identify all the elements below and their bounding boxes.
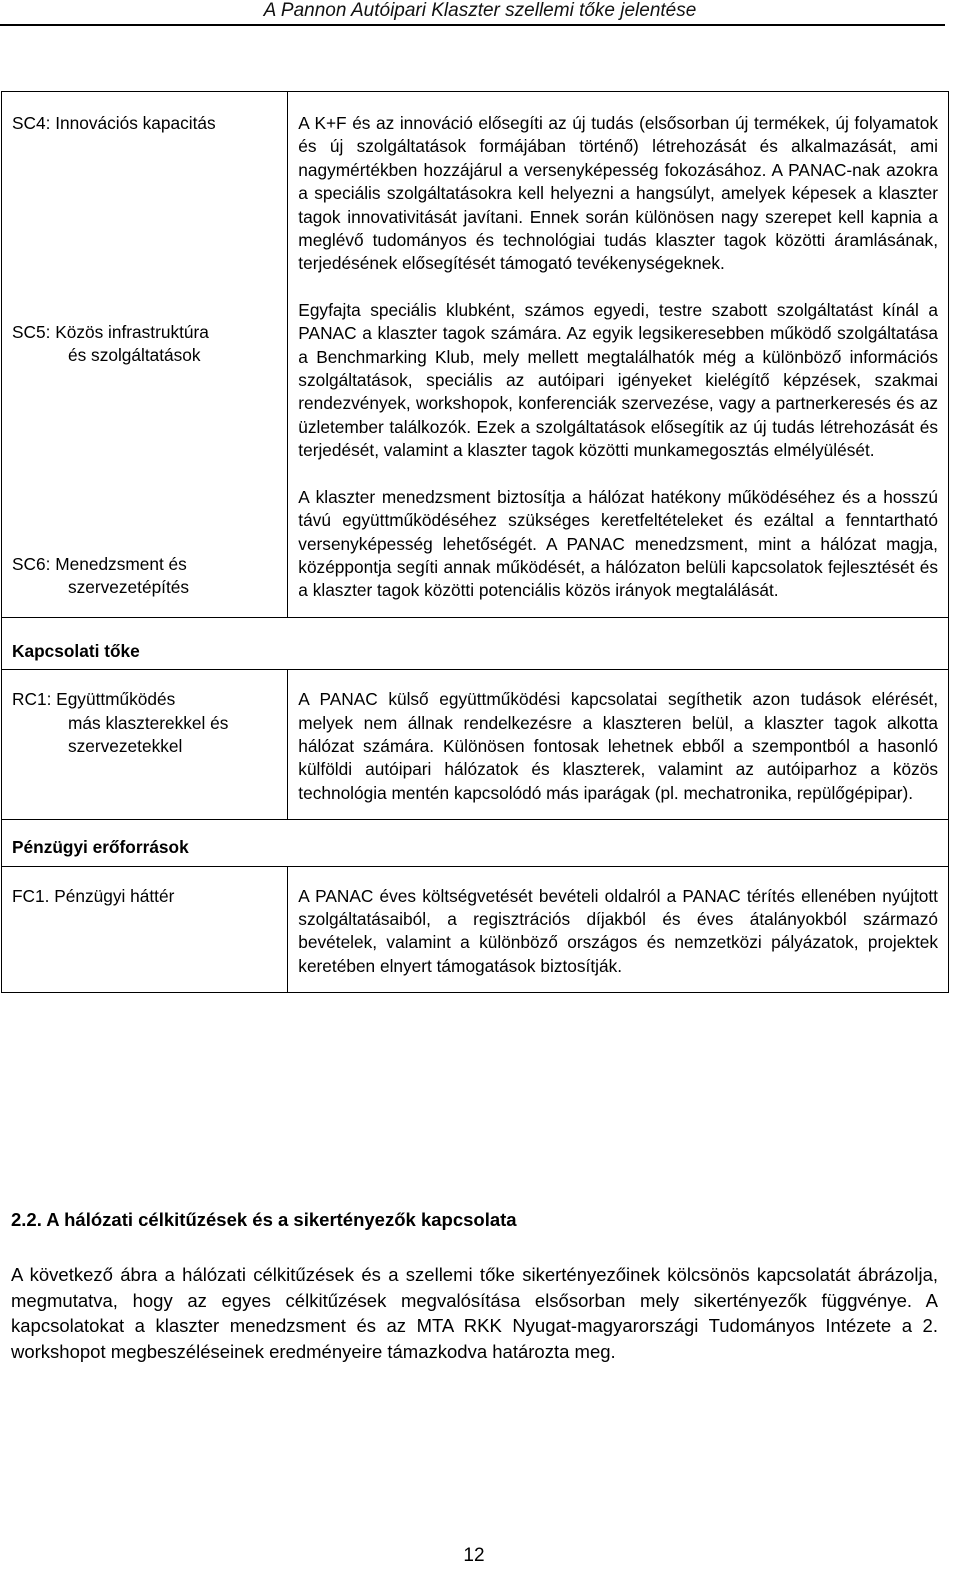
sc5-label: SC5: Közös infrastruktúra és szolgáltatások [12, 322, 209, 366]
sc5-text: Egyfajta speciális klubként, számos egyedi, testre szabott szolgáltatást kínál a PANAC a klaszter tagok számára. Az egyik legsikeresebben működő szolgáltatása a Benchmarking Klub, mely mellett megtalálhatók még a különböző információs szolgáltatások, speciális az autóipari igényeket kielégítő képzések, szakmai rendezvények, workshopok, konferenciák szervezése, vagy a partnerkeresés és az üzletember találkozók. Ezek a szolgáltatások elősegítik az új tudás létrehozását és terjedését, valamint a klaszter tagok közötti munkamegosztás elmélyülését. [298, 299, 938, 461]
success-factors-table [1, 91, 949, 993]
fc1-label: FC1. Pénzügyi háttér [12, 885, 175, 906]
rc1-text: A PANAC külső együttműködési kapcsolatai segíthetik azon tudások elérését, melyek nem állnak rendelkezésre a klaszteren belül, a klaszter tagok alkotta hálózat számára. Különösen fontosak lehetnek ebből a szempontból a hasonló külföldi autóipari hálózatok és klaszterek, valamint az autóiparhoz a közös technológia mentén kapcsolódó más iparágak (pl. mechatronika, repülőgépipar). [298, 689, 938, 803]
table-row-rc1 [2, 670, 949, 820]
sc4-text: A K+F és az innováció elősegíti az új tudás (elsősorban új termékek, új folyamatok és új szolgáltatások formájában történő) létrehozását és alkalmazását, ami nagymértékben hozzájárul a versenyképesség fokozásához. A PANAC-nak azokra a speciális szolgáltatásokra kell helyezni a hangsúlyt, amelyek képesek a klaszter tagok innovativitását javítani. Ennek során különösen nagy szerepet kell kapnia a meglévő tudományos és technológiai tudás klaszter tagok közötti áramlásának, terjedésének elősegítését támogató tevékenységeknek. [298, 113, 938, 274]
sc4-label: SC4: Innovációs kapacitás [12, 113, 216, 133]
sc6-text: A klaszter menedzsment biztosítja a hálózat hatékony működéséhez és a hosszú távú együttműködéséhez szükséges keretfeltételeket és ezáltal a fenntartható versenyképesség lehetőségét. A PANAC menedzsment, mint a hálózat magja, középpontja segíti annak működését, a hálózaton belüli kapcsolatok fejlesztését és a klaszter tagok közötti potenciális közös irányok megtalálását. [298, 486, 938, 601]
rc-heading: Kapcsolati tőke [2, 617, 949, 669]
header-rule [0, 24, 945, 26]
rc1-label-cell: RC1: Együttműködés más klaszterekkel és szervezetekkel [2, 670, 288, 820]
sc-label-cell [2, 92, 288, 618]
fc1-label-cell [2, 866, 288, 993]
sc6-label: SC6: Menedzsment és szervezetépítés [12, 554, 190, 598]
section-paragraph: A következő ábra a hálózati célkitűzések és a szellemi tőke sikertényezőinek kölcsönös kapcsolatát ábrázolja, megmutatva, hogy az egyes célkitűzések megvalósítása elsősorban mely sikertényezők függvénye. A kapcsolatokat a klaszter menedzsment és az MTA RKK Nyugat-magyarországi Tudományos Intézete a 2. workshopot megbeszéléseinek eredményeire támazkodva határozta meg. [11, 1264, 938, 1362]
table-row-sc [2, 92, 949, 618]
fc1-text: A PANAC éves költségvetését bevételi oldalról a PANAC térítés ellenében nyújtott szolgáltatásaiból, a regisztrációs díjakból és éves átalányokból származó bevételek, valamint a különböző országos és nemzetközi pályázatok, projektek keretében elnyert támogatások biztosítják. [298, 885, 938, 976]
header-title: A Pannon Autóipari Klaszter szellemi tőke jelentése [263, 0, 697, 21]
table-row-fc-heading [2, 820, 949, 866]
section-title: 2.2. A hálózati célkitűzések és a sikertényezők kapcsolata [11, 1209, 517, 1230]
table-row-fc1 [2, 866, 949, 993]
fc1-text-cell [288, 866, 949, 993]
table-row-rc-heading [2, 617, 949, 669]
rc1-text-cell [288, 670, 949, 820]
sc-text-cell [288, 92, 949, 618]
fc-heading: Pénzügyi erőforrások [2, 820, 949, 866]
page-number: 12 [463, 1545, 485, 1566]
page-header [0, 0, 960, 32]
